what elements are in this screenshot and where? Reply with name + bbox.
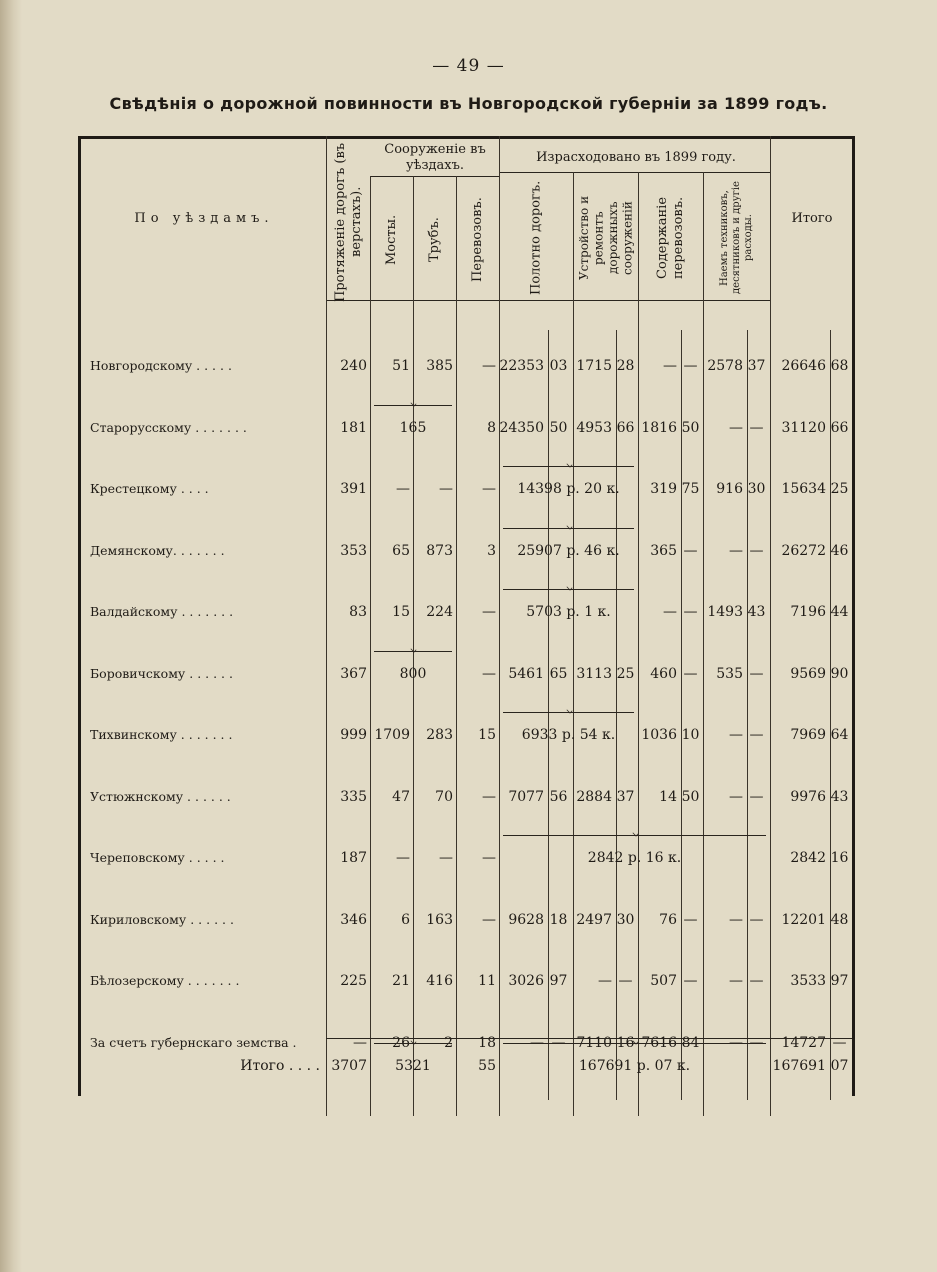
ferry-k-cell: — — [683, 543, 698, 559]
roadbed-r-cell: 5461 — [508, 666, 544, 682]
hire-k-cell: 43 — [747, 604, 766, 620]
struct-r-cell: 4953 — [576, 420, 612, 436]
ferry-k-cell: 50 — [681, 789, 700, 805]
hire-k-cell: 30 — [747, 481, 766, 497]
hire-k-cell: — — [749, 727, 764, 743]
roadbed-structures-merged: 6933 р. 54 к. — [521, 727, 616, 743]
roadbed-structures-merged: 14398 р. 20 к. — [517, 481, 620, 497]
hire-k-cell: 37 — [747, 358, 766, 374]
total-k-cell: 97 — [830, 973, 849, 989]
header-pipes: Трубъ. — [426, 217, 442, 263]
roadbed-k-cell: 18 — [549, 912, 568, 928]
roadbed-r-cell: 22353 — [499, 358, 544, 374]
header-construction-rule — [371, 176, 499, 177]
header-spent-group: Израсходовано въ 1899 году. — [536, 150, 736, 165]
pipes-cell: 283 — [426, 727, 453, 743]
ferry-r-cell: 319 — [650, 481, 677, 497]
total-k-cell: 07 — [830, 1058, 849, 1074]
struct-k-cell: 16 — [616, 1035, 635, 1051]
total-spent-merged: 167691 р. 07 к. — [578, 1058, 691, 1074]
bridges-pipes-merged-brace — [374, 405, 452, 412]
district-label: Кириловскому . . . . . . — [90, 912, 234, 927]
column-rule — [770, 136, 771, 1116]
roadbed-k-cell: 97 — [549, 973, 568, 989]
total-r-cell: 26646 — [781, 358, 826, 374]
district-label: Новгородскому . . . . . — [90, 358, 232, 373]
district-label: Боровичскому . . . . . . — [90, 666, 233, 681]
bridges-cell: 26 — [392, 1035, 410, 1051]
struct-r-cell: 3113 — [576, 666, 612, 682]
total-r-cell: 9976 — [790, 789, 826, 805]
district-label: Тихвинскому . . . . . . . — [90, 727, 233, 742]
length-cell: 999 — [340, 727, 367, 743]
length-cell: 3707 — [331, 1058, 367, 1074]
roadbed-structures-merged-brace — [503, 528, 634, 535]
ferry-k-cell: — — [683, 973, 698, 989]
roadbed-r-cell: — — [530, 1035, 544, 1051]
hire-r-cell: 916 — [716, 481, 743, 497]
ferry-r-cell: 7616 — [641, 1035, 677, 1051]
pipes-cell: 873 — [426, 543, 453, 559]
district-label: Демянскому. . . . . . . — [90, 543, 225, 558]
district-label: Устюжнскому . . . . . . — [90, 789, 231, 804]
struct-r-cell: — — [598, 973, 612, 989]
header-length: Протяженіе дорогъ (въ верстахъ). — [332, 142, 364, 302]
total-r-cell: 12201 — [781, 912, 826, 928]
total-r-cell: 15634 — [781, 481, 826, 497]
bridges-pipes-merged-brace — [374, 651, 452, 658]
ferries-cell: — — [482, 789, 496, 805]
hire-r-cell: — — [729, 912, 743, 928]
roadbed-structures-merged-brace — [503, 712, 634, 719]
struct-k-cell: 37 — [616, 789, 635, 805]
struct-k-cell: 28 — [616, 358, 635, 374]
hire-r-cell: — — [729, 727, 743, 743]
bridges-pipes-merged: 800 — [399, 666, 427, 682]
struct-r-cell: 7110 — [576, 1035, 612, 1051]
hire-r-cell: — — [729, 789, 743, 805]
ferries-cell: — — [482, 666, 496, 682]
total-row-label: Итого . . . . — [240, 1058, 320, 1074]
total-r-cell: 26272 — [781, 543, 826, 559]
total-bridges-pipes: 5321 — [395, 1058, 431, 1074]
hire-r-cell: — — [729, 1035, 743, 1051]
hire-k-cell: — — [749, 1035, 764, 1051]
total-r-cell: 167691 — [772, 1058, 826, 1074]
hire-k-cell: — — [749, 420, 764, 436]
bridges-cell: — — [396, 481, 410, 497]
hire-r-cell: — — [729, 543, 743, 559]
total-r-cell: 9569 — [790, 666, 826, 682]
length-cell: 225 — [340, 973, 367, 989]
ferry-r-cell: — — [663, 604, 677, 620]
total-k-cell: 66 — [830, 420, 849, 436]
header-hire: Наемъ техниковъ, десятниковъ и другіе расходы. — [719, 181, 754, 295]
roadbed-k-cell: 65 — [549, 666, 568, 682]
ferries-cell: 8 — [487, 420, 496, 436]
table-left-rule — [78, 136, 81, 1096]
ferry-r-cell: 365 — [650, 543, 677, 559]
page-number: — 49 — — [432, 56, 505, 76]
total-k-cell: 44 — [830, 604, 849, 620]
struct-k-cell: 25 — [616, 666, 635, 682]
district-label: Старорусскому . . . . . . . — [90, 420, 247, 435]
hire-r-cell: 535 — [716, 666, 743, 682]
pipes-cell: 2 — [444, 1035, 453, 1051]
district-label: Бѣлозерскому . . . . . . . — [90, 973, 240, 988]
total-k-cell: 43 — [830, 789, 849, 805]
total-r-cell: 14727 — [781, 1035, 826, 1051]
ferry-k-cell: 50 — [681, 420, 700, 436]
pipes-cell: 70 — [435, 789, 453, 805]
roadbed-r-cell: 24350 — [499, 420, 544, 436]
ferries-cell: 3 — [487, 543, 496, 559]
roadbed-structures-merged-brace — [503, 466, 634, 473]
column-rule — [499, 136, 500, 1116]
spent-merged: 2842 р. 16 к. — [587, 850, 682, 866]
total-k-cell: 90 — [830, 666, 849, 682]
hire-r-cell: 2578 — [707, 358, 743, 374]
pipes-cell: 416 — [426, 973, 453, 989]
struct-k-cell: — — [618, 973, 633, 989]
header-roadbed: Полотно дорогъ. — [528, 180, 544, 296]
district-label: Череповскому . . . . . — [90, 850, 225, 865]
length-cell: 367 — [340, 666, 367, 682]
total-k-cell: 46 — [830, 543, 849, 559]
ferry-k-cell: — — [683, 604, 698, 620]
ferry-k-cell: — — [683, 666, 698, 682]
ferries-cell: — — [482, 850, 496, 866]
ferry-r-cell: — — [663, 358, 677, 374]
length-cell: 335 — [340, 789, 367, 805]
ferries-cell: 18 — [478, 1035, 496, 1051]
total-k-cell: 48 — [830, 912, 849, 928]
struct-k-cell: 66 — [616, 420, 635, 436]
bridges-pipes-merged: 165 — [399, 420, 427, 436]
ferry-r-cell: 76 — [659, 912, 677, 928]
roadbed-r-cell: 9628 — [508, 912, 544, 928]
length-cell: 353 — [340, 543, 367, 559]
spent-merged-brace — [503, 835, 766, 842]
total-k-cell: — — [832, 1035, 847, 1051]
bridges-cell: 47 — [392, 789, 410, 805]
district-label: За счетъ губернскаго земства . — [90, 1035, 297, 1050]
roadbed-k-cell: — — [551, 1035, 566, 1051]
ferry-r-cell: 1036 — [641, 727, 677, 743]
hire-r-cell: — — [729, 420, 743, 436]
total-k-cell: 25 — [830, 481, 849, 497]
bridges-cell: 1709 — [374, 727, 410, 743]
district-label: Крестецкому . . . . — [90, 481, 209, 496]
total-k-cell: 68 — [830, 358, 849, 374]
total-bridges-pipes-brace — [374, 1043, 452, 1050]
total-r-cell: 31120 — [781, 420, 826, 436]
ferries-cell: — — [482, 604, 496, 620]
header-ferry-upkeep: Содержаніе перевозовъ. — [654, 196, 686, 280]
column-rule — [326, 136, 327, 1116]
length-cell: 346 — [340, 912, 367, 928]
pipes-cell: — — [439, 850, 453, 866]
pipes-cell: 224 — [426, 604, 453, 620]
hire-k-cell: — — [749, 666, 764, 682]
total-r-cell: 7969 — [790, 727, 826, 743]
hire-k-cell: — — [749, 789, 764, 805]
ferry-k-cell: 75 — [681, 481, 700, 497]
total-r-cell: 3533 — [790, 973, 826, 989]
roadbed-k-cell: 50 — [549, 420, 568, 436]
hire-k-cell: — — [749, 973, 764, 989]
total-spent-merged-brace — [503, 1043, 766, 1050]
ferry-k-cell: 10 — [681, 727, 700, 743]
header-ferries: Перевозовъ. — [469, 197, 485, 283]
ferries-cell: 55 — [478, 1058, 496, 1074]
ferry-k-cell: 84 — [681, 1035, 700, 1051]
ferry-k-cell: — — [683, 358, 698, 374]
district-label: Валдайскому . . . . . . . — [90, 604, 234, 619]
header-bottom-rule — [326, 300, 771, 301]
table-right-rule — [852, 136, 855, 1096]
bridges-cell: 15 — [392, 604, 410, 620]
hire-k-cell: — — [749, 912, 764, 928]
hire-r-cell: — — [729, 973, 743, 989]
ferries-cell: 11 — [478, 973, 496, 989]
roadbed-r-cell: 3026 — [508, 973, 544, 989]
length-cell: — — [353, 1035, 367, 1051]
ferry-r-cell: 14 — [659, 789, 677, 805]
ferries-cell: — — [482, 481, 496, 497]
bridges-cell: — — [396, 850, 410, 866]
struct-r-cell: 2884 — [576, 789, 612, 805]
bridges-cell: 6 — [401, 912, 410, 928]
header-spent-rule — [500, 172, 771, 173]
pipes-cell: 163 — [426, 912, 453, 928]
ferry-r-cell: 1816 — [641, 420, 677, 436]
roadbed-r-cell: 7077 — [508, 789, 544, 805]
header-construction-group: Сооруженіе въ уѣздахъ. — [384, 142, 486, 173]
header-total: Итого — [791, 211, 833, 226]
bridges-cell: 51 — [392, 358, 410, 374]
total-k-cell: 64 — [830, 727, 849, 743]
roadbed-k-cell: 03 — [549, 358, 568, 374]
length-cell: 240 — [340, 358, 367, 374]
ferry-r-cell: 507 — [650, 973, 677, 989]
document-title: Свѣдѣнія о дорожной повинности въ Новгородской губерніи за 1899 годъ. — [109, 94, 828, 113]
struct-r-cell: 2497 — [576, 912, 612, 928]
roadbed-structures-merged: 5703 р. 1 к. — [526, 604, 611, 620]
struct-r-cell: 1715 — [576, 358, 612, 374]
ferries-cell: — — [482, 912, 496, 928]
pipes-cell: — — [439, 481, 453, 497]
pipes-cell: 385 — [426, 358, 453, 374]
length-cell: 391 — [340, 481, 367, 497]
ferries-cell: — — [482, 358, 496, 374]
header-bridges: Мосты. — [383, 214, 399, 266]
hire-r-cell: 1493 — [707, 604, 743, 620]
total-k-cell: 16 — [830, 850, 849, 866]
roadbed-k-cell: 56 — [549, 789, 568, 805]
roadbed-structures-merged-brace — [503, 589, 634, 596]
total-row-rule — [326, 1038, 852, 1039]
table-top-rule — [80, 136, 853, 139]
ferry-k-cell: — — [683, 912, 698, 928]
ferry-r-cell: 460 — [650, 666, 677, 682]
hire-k-cell: — — [749, 543, 764, 559]
ferries-cell: 15 — [478, 727, 496, 743]
struct-k-cell: 30 — [616, 912, 635, 928]
length-cell: 83 — [349, 604, 367, 620]
bridges-cell: 21 — [392, 973, 410, 989]
roadbed-structures-merged: 25907 р. 46 к. — [517, 543, 620, 559]
length-cell: 187 — [340, 850, 367, 866]
header-structures: Устройство и ремонтъ дорожныхъ сооруженій — [577, 195, 635, 281]
length-cell: 181 — [340, 420, 367, 436]
header-district: По уѣздамъ. — [134, 211, 274, 226]
total-r-cell: 7196 — [790, 604, 826, 620]
total-r-cell: 2842 — [790, 850, 826, 866]
bridges-cell: 65 — [392, 543, 410, 559]
